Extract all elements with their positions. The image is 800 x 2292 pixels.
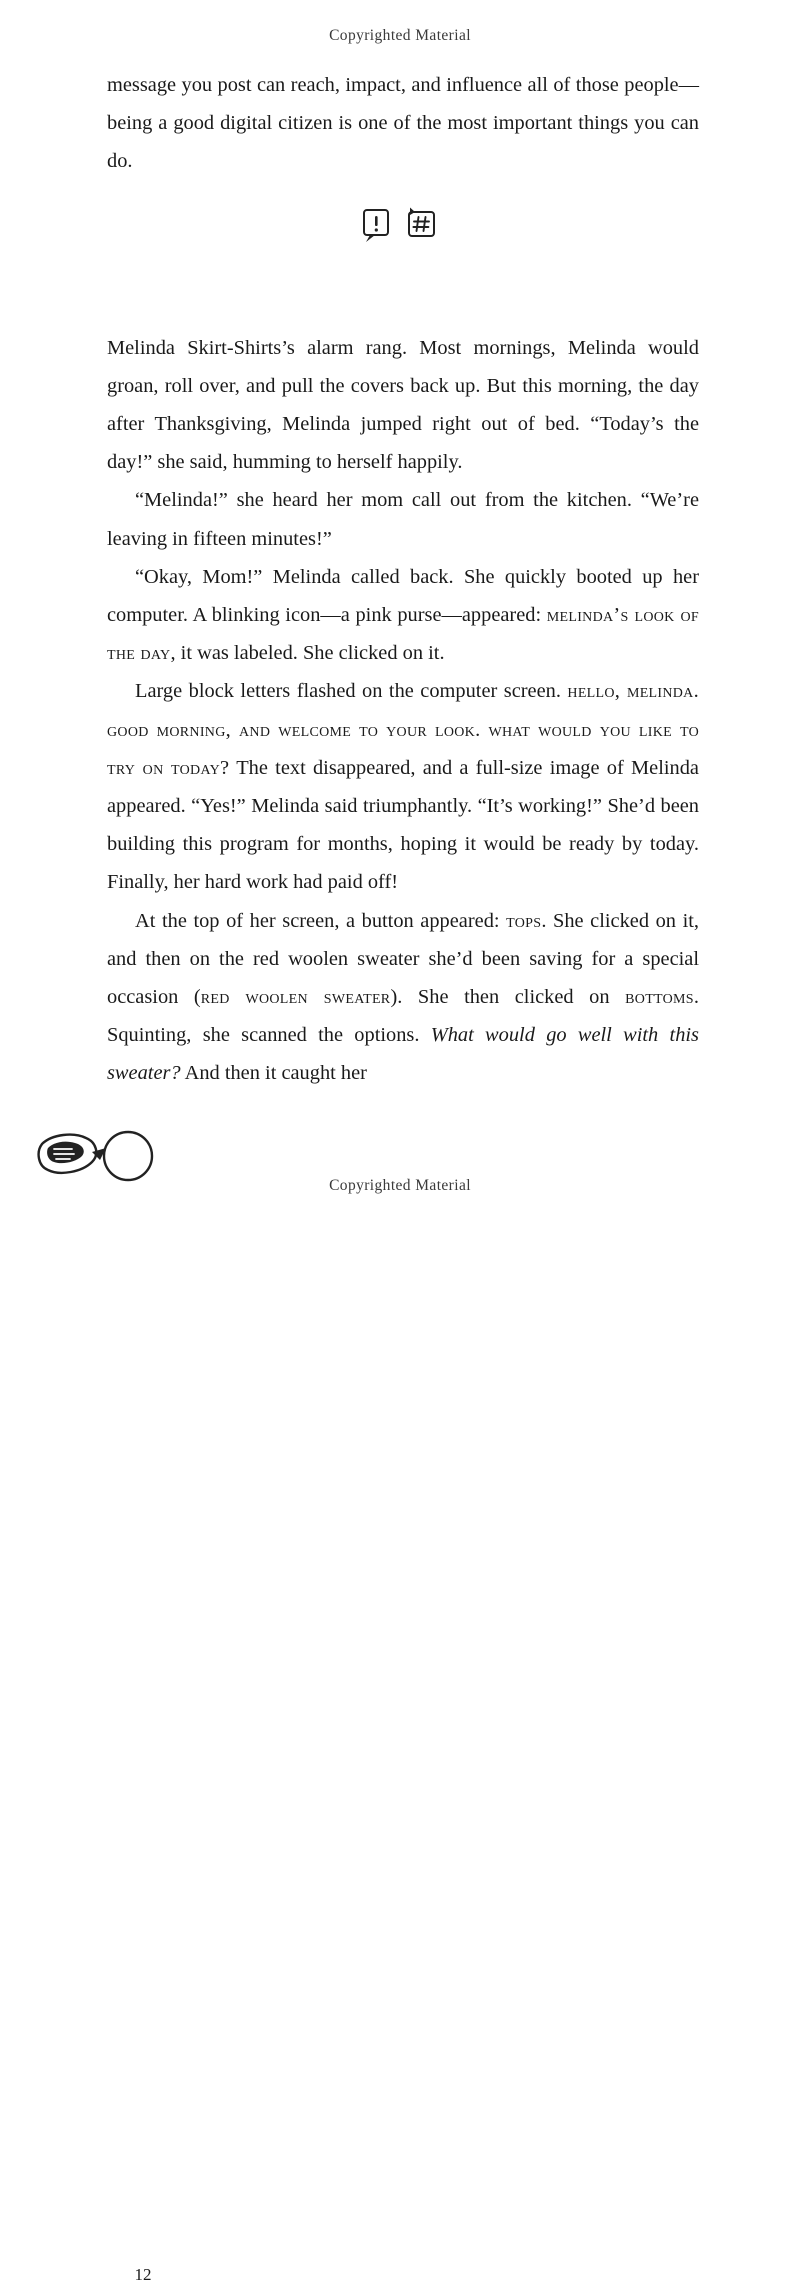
small-caps-run: hello, melinda. good morning, and welcome to your look. what would you like to try on today? (107, 680, 699, 779)
section-divider-ornament (0, 207, 800, 245)
italic-run: What would go well with this sweater? (107, 1024, 699, 1085)
watermark-top: Copyrighted Material (329, 27, 471, 44)
exclamation-speech-bubble-icon (361, 207, 395, 245)
small-caps-run: red woolen sweater (200, 986, 391, 1009)
ornament-gap (107, 181, 699, 329)
small-caps-run: bottoms (625, 986, 694, 1009)
page-number: 12 (134, 2265, 152, 2284)
paragraph-2: Melinda Skirt-Shirts’s alarm rang. Most mornings, Melinda would groan, roll over, and pull the covers back up. But this morning, the day after Thanksgiving, Melinda jumped right out of bed. “Today’s the day!” she said, humming to herself happily. (107, 336, 699, 474)
paragraph-3: “Melinda!” she heard her mom call out from the kitchen. “We’re leaving in fifteen minutes!” (107, 489, 699, 550)
hashtag-speech-bubble-icon (404, 207, 440, 245)
paragraph-4: “Okay, Mom!” Melinda called back. She quickly booted up her computer. A blinking icon—a pink purse—appeared: melinda’s look of the day, it was labeled. She clicked on it. (107, 565, 699, 665)
small-caps-run: tops (506, 909, 542, 932)
paragraph-5: Large block letters flashed on the computer screen. hello, melinda. good morning, and welcome to your look. what would you like to try on today? The text disappeared, and a full-size image of Melinda appeared. “Yes!” Melinda said triumphantly. “It’s working!” She’d been building this program for months, hoping it would be ready by today. Finally, her hard work had paid off! (107, 680, 699, 894)
small-caps-run: melinda’s look of the day (107, 604, 699, 665)
paragraph-6: At the top of her screen, a button appeared: tops. She clicked on it, and then on the red woolen sweater she’d been saving for a special occasion (red woolen sweater). She then clicked on bottoms. Squinting, she scanned the options. What would go well with this sweater? And then it caught her (107, 909, 700, 1085)
watermark-bottom: Copyrighted Material (329, 1177, 471, 1194)
paragraph-1: message you post can reach, impact, and influence all of those people—being a good digital citizen is one of the most important things you can do. (107, 74, 699, 173)
